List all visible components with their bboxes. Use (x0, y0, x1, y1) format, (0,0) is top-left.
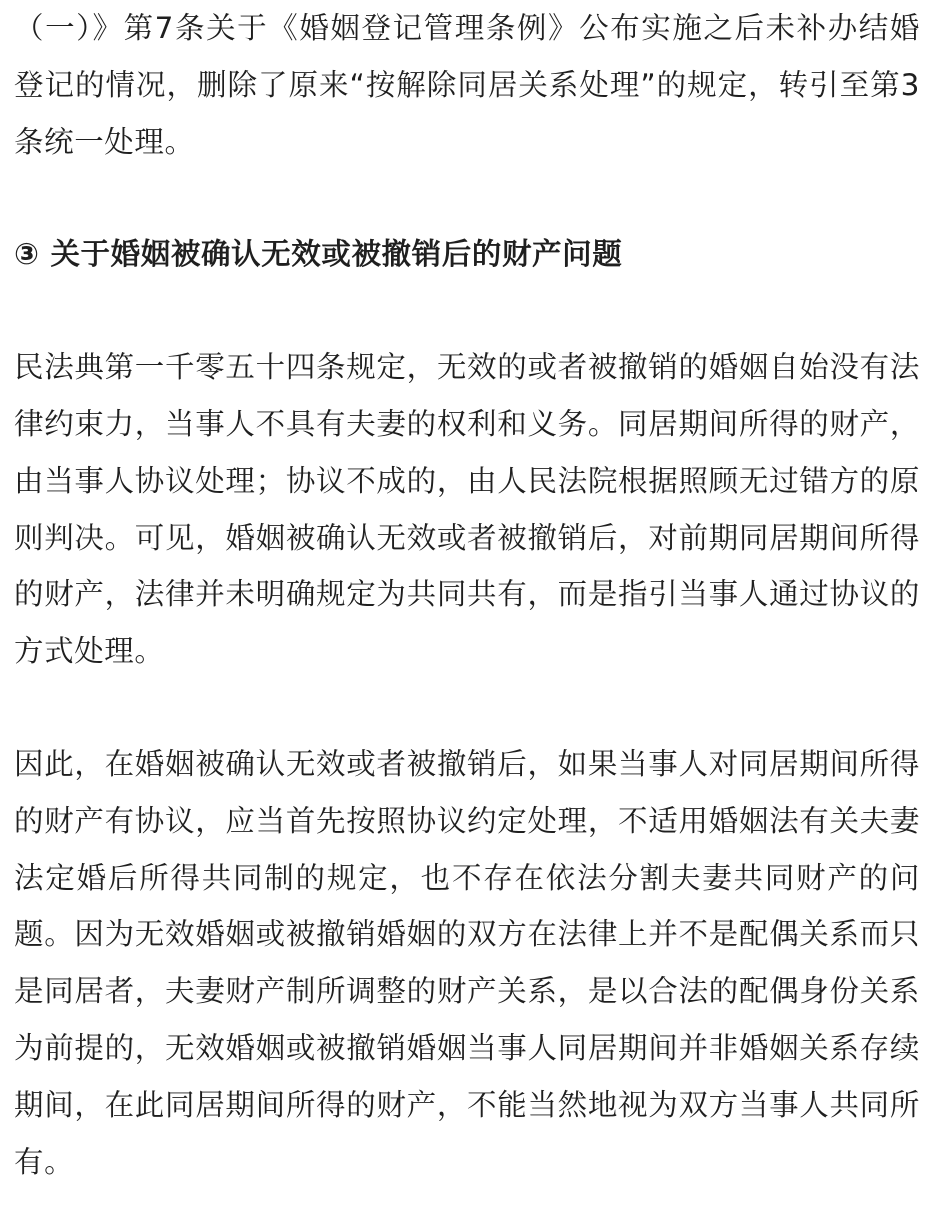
paragraph-conclusion: 因此，在婚姻被确认无效或者被撤销后，如果当事人对同居期间所得的财产有协议，应当首先按照协议约定处理，不适用婚姻法有关夫妻法定婚后所得共同制的规定，也不存在依法分割夫妻共同财产的问题。因为无效婚姻或被撤销婚姻的双方在法律上并不是配偶关系而只是同居者，夫妻财产制所调整的财产关系，是以合法的配偶身份关系为前提的，无效婚姻或被撤销婚姻当事人同居期间并非婚姻关系存续期间，在此同居期间所得的财产，不能当然地视为双方当事人共同所有。 (14, 746, 920, 1179)
paragraph-intro: （一）》第7条关于《婚姻登记管理条例》公布实施之后未补办结婚登记的情况，删除了原来“按解除同居关系处理”的规定，转引至第3条统一处理。 (14, 11, 920, 159)
article-body (14, 0, 920, 1190)
paragraph-civil-code: 民法典第一千零五十四条规定，无效的或者被撤销的婚姻自始没有法律约束力，当事人不具有夫妻的权利和义务。同居期间所得的财产，由当事人协议处理；协议不成的，由人民法院根据照顾无过错方的原则判决。可见，婚姻被确认无效或者被撤销后，对前期同居期间所得的财产，法律并未明确规定为共同共有，而是指引当事人通过协议的方式处理。 (14, 350, 920, 669)
section-heading: ③ 关于婚姻被确认无效或被撤销后的财产问题 (14, 237, 623, 272)
